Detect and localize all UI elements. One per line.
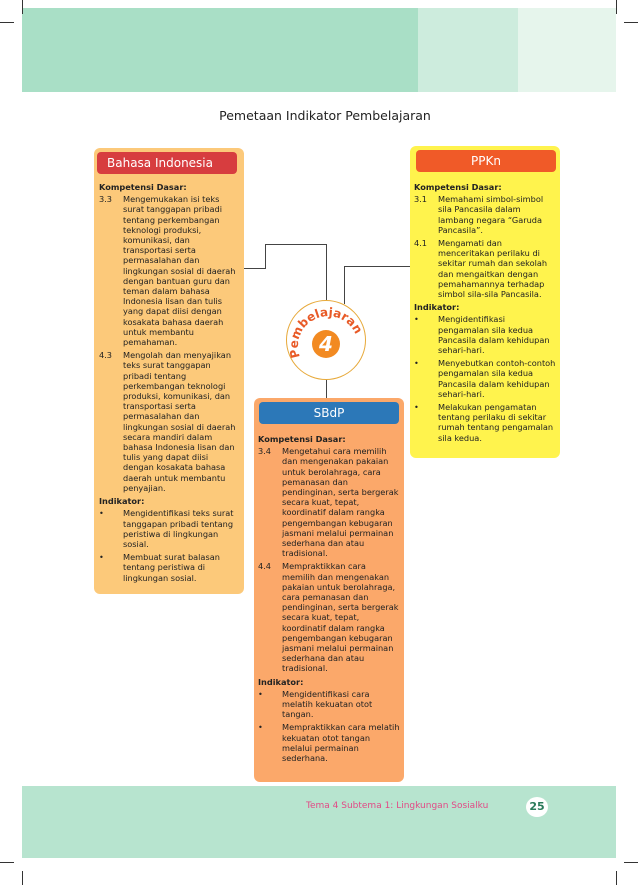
kd-item [258,561,400,673]
indikator-item [99,552,241,583]
crop-mark [22,0,23,14]
kd-text: Mengolah dan menyajikan teks surat tanggapan pribadi tentang perkembangan teknologi produksi, komunikasi, dan transportasi serta permasalahan dan lingkungan sosial di daerah secara mandiri dalam bahasa Indonesia lisan dan tulis yang dapat diisi dengan kosakata bahasa daerah untuk membantu penyajian. [123,350,236,493]
indikator-item [258,722,400,763]
indikator-text: Menyebutkan contoh-contoh pengamalan sila kedua Pancasila dalam kehidupan sehari-hari. [438,358,556,399]
kd-item [414,238,556,299]
indikator-heading: Indikator: [99,496,145,507]
indikator-text: Mengidentifikasi cara melatih kekuatan otot tangan. [282,688,373,720]
bullet: • [414,314,419,325]
bahasa-indonesia-title: Bahasa Indonesia [97,152,237,174]
connector-line [326,380,327,398]
crop-mark [0,22,14,23]
kd-number: 3.4 [258,446,272,457]
footer-band [22,786,616,858]
kd-text: Memahami simbol-simbol sila Pancasila dalam lambang negara “Garuda Pancasila”. [438,194,544,235]
sbdp-title: SBdP [259,402,399,424]
indikator-text: Melakukan pengamatan tentang perilaku di sekitar rumah tentang pengamalan sila kedua. [438,402,554,443]
indikator-text: Mengidentifikasi pengamalan sila kedua Pancasila dalam kehidupan sehari-hari. [438,314,550,356]
indikator-item [99,508,241,549]
connector-line [244,268,266,269]
footer-subtheme: Tema 4 Subtema 1: Lingkungan Sosialku [306,801,489,811]
indikator-item [414,314,556,355]
crop-mark [624,862,638,863]
indikator-text: Mempraktikkan cara melatih kekuatan otot tangan melalui permainan sederhana. [282,722,400,764]
ppkn-title: PPKn [416,150,556,172]
ppkn-content [414,180,556,446]
arc-text: Pembelajaran [287,305,366,360]
kd-heading: Kompetensi Dasar: [414,182,502,192]
kd-text: Mengamati dan menceritakan perilaku di sekitar rumah dan sekolah dan mengaitkan dengan pemahamannya terhadap simbol sila-sila Pancasila. [438,238,548,300]
connector-line [265,244,266,269]
connector-line [265,244,326,245]
header-band-accent [418,8,518,92]
crop-mark [0,862,14,863]
crop-mark [616,0,617,14]
crop-mark [616,871,617,885]
kd-number: 4.4 [258,561,272,572]
page-number: 25 [526,797,548,817]
kd-number: 4.1 [414,238,428,249]
kd-item [99,194,241,347]
connector-line [344,266,410,267]
kd-heading: Kompetensi Dasar: [258,434,346,444]
connector-line [344,266,345,304]
kd-item [99,350,241,493]
kd-heading: Kompetensi Dasar: [99,182,187,192]
kd-text: Mengemukakan isi teks surat tanggapan pribadi tentang perkembangan teknologi produksi, komunikasi, dan transportasi serta permasalahan dan lingkungan sosial di daerah dengan bantuan guru dan teman dalam bahasa Indonesia lisan dan tulis yang dapat diisi dengan kosakata bahasa daerah untuk membantu pemahaman. [123,194,236,348]
crop-mark [22,871,23,885]
kd-number: 3.3 [99,194,113,205]
kd-text: Mempraktikkan cara memilih dan mengenakan pakaian untuk berolahraga, cara pemanasan dan pendinginan, serta bergerak secara kuat, tepat, koordinatif dalam rangka pengembangan kebugaran jasmani melalui permainan sederhana dan atau tradisional. [282,561,399,674]
indikator-heading: Indikator: [258,676,304,687]
bullet: • [414,402,419,413]
kd-item [258,446,400,558]
kd-number: 4.3 [99,350,113,361]
indikator-heading: Indikator: [414,302,460,313]
bullet: • [258,688,263,699]
header-band [22,8,418,92]
bullet: • [258,722,263,733]
kd-item [414,194,556,235]
indikator-item [414,402,556,443]
lesson-number-badge: 4 [312,330,340,358]
indikator-text: Mengidentifikasi teks surat tanggapan pribadi tentang peristiwa di lingkungan sosial. [123,508,234,549]
indikator-item [258,689,400,720]
kd-text: Mengetahui cara memilih dan mengenakan pakaian untuk berolahraga, cara pemanasan dan pendinginan, serta bergerak secara kuat, tepat, koordinatif dalam rangka pengembangan kebugaran jasmani melalui permainan sederhana dan atau tradisional. [282,446,399,559]
connector-line [326,244,327,300]
kd-number: 3.1 [414,194,428,205]
bahasa-indonesia-content [99,180,241,586]
bullet: • [99,552,104,563]
bullet: • [99,508,104,519]
indikator-text: Membuat surat balasan tentang peristiwa di lingkungan sosial. [123,552,220,583]
indikator-item [414,358,556,399]
sbdp-content [258,432,400,766]
page-title: Pemetaan Indikator Pembelajaran [219,108,431,123]
crop-mark [624,22,638,23]
bullet: • [414,358,419,369]
header-band-light [518,8,616,92]
